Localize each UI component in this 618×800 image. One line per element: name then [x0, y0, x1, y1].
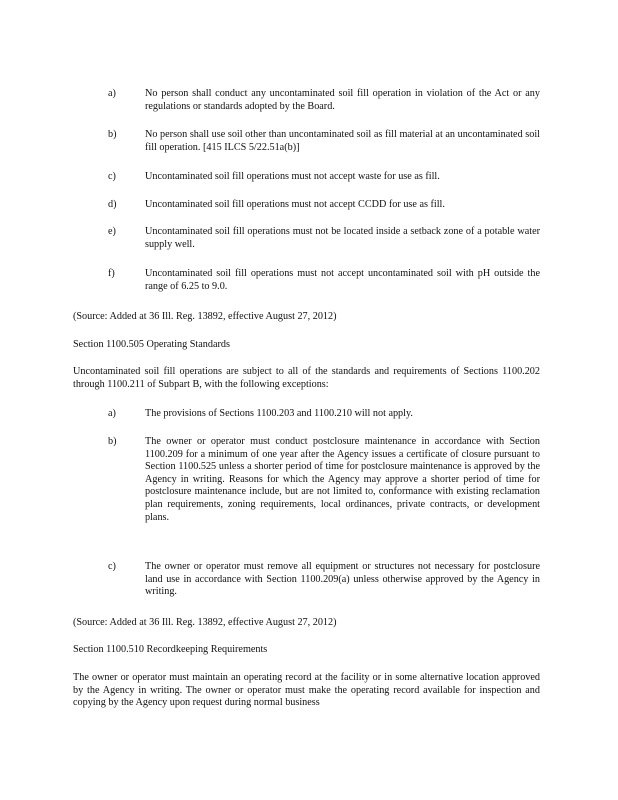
item-text: Uncontaminated soil fill operations must not accept uncontaminated soil with pH outside the range of 6.25 to 9.0.	[145, 268, 540, 292]
item-label: e)	[108, 226, 116, 237]
item-label: c)	[108, 171, 116, 182]
item-text: No person shall use soil other than uncontaminated soil as fill material at an uncontaminated soil fill operation. [415 ILCS 5/22.51a(b)]	[145, 129, 540, 153]
item-label: b)	[108, 436, 117, 447]
item-text: The owner or operator must conduct postclosure maintenance in accordance with Section 1100.209 for a minimum of one year after the Agency issues a certificate of closure pursuant to Section 1100.525 unless a shorter period of time for postclosure maintenance is approved by the Agency in writing. Reasons for which the Agency may approve a shorter period of time for postclosure maintenance include, but are not limited to, conformance with existing reclamation plan requirements, zoning requirements, local ordinances, private contracts, or development plans.	[145, 436, 540, 523]
item-label: a)	[108, 408, 116, 419]
item-text: Uncontaminated soil fill operations must not be located inside a setback zone of a potable water supply well.	[145, 226, 540, 250]
item-label: a)	[108, 88, 116, 99]
section-505-intro: Uncontaminated soil fill operations are subject to all of the standards and requirements of Sections 1100.202 through 1100.211 of Subpart B, with the following exceptions:	[73, 366, 540, 390]
item-label: b)	[108, 129, 117, 140]
item-text: Uncontaminated soil fill operations must not accept waste for use as fill.	[145, 171, 440, 182]
source-note: (Source: Added at 36 Ill. Reg. 13892, effective August 27, 2012)	[73, 617, 337, 628]
item-text: Uncontaminated soil fill operations must not accept CCDD for use as fill.	[145, 199, 445, 210]
section-510-body: The owner or operator must maintain an operating record at the facility or in some alternative location approved by the Agency in writing. The owner or operator must make the operating record available for inspection and copying by the Agency upon request during normal business	[73, 672, 540, 709]
section-510-heading: Section 1100.510 Recordkeeping Requirements	[73, 644, 268, 655]
item-text: No person shall conduct any uncontaminated soil fill operation in violation of the Act or any regulations or standards adopted by the Board.	[145, 88, 540, 112]
item-label: c)	[108, 561, 116, 572]
source-note: (Source: Added at 36 Ill. Reg. 13892, effective August 27, 2012)	[73, 311, 337, 322]
item-text: The owner or operator must remove all equipment or structures not necessary for postclosure land use in accordance with Section 1100.209(a) unless otherwise approved by the Agency in writing.	[145, 561, 540, 598]
item-label: f)	[108, 268, 115, 279]
item-label: d)	[108, 199, 117, 210]
item-text: The provisions of Sections 1100.203 and 1100.210 will not apply.	[145, 408, 413, 419]
section-505-heading: Section 1100.505 Operating Standards	[73, 339, 230, 350]
